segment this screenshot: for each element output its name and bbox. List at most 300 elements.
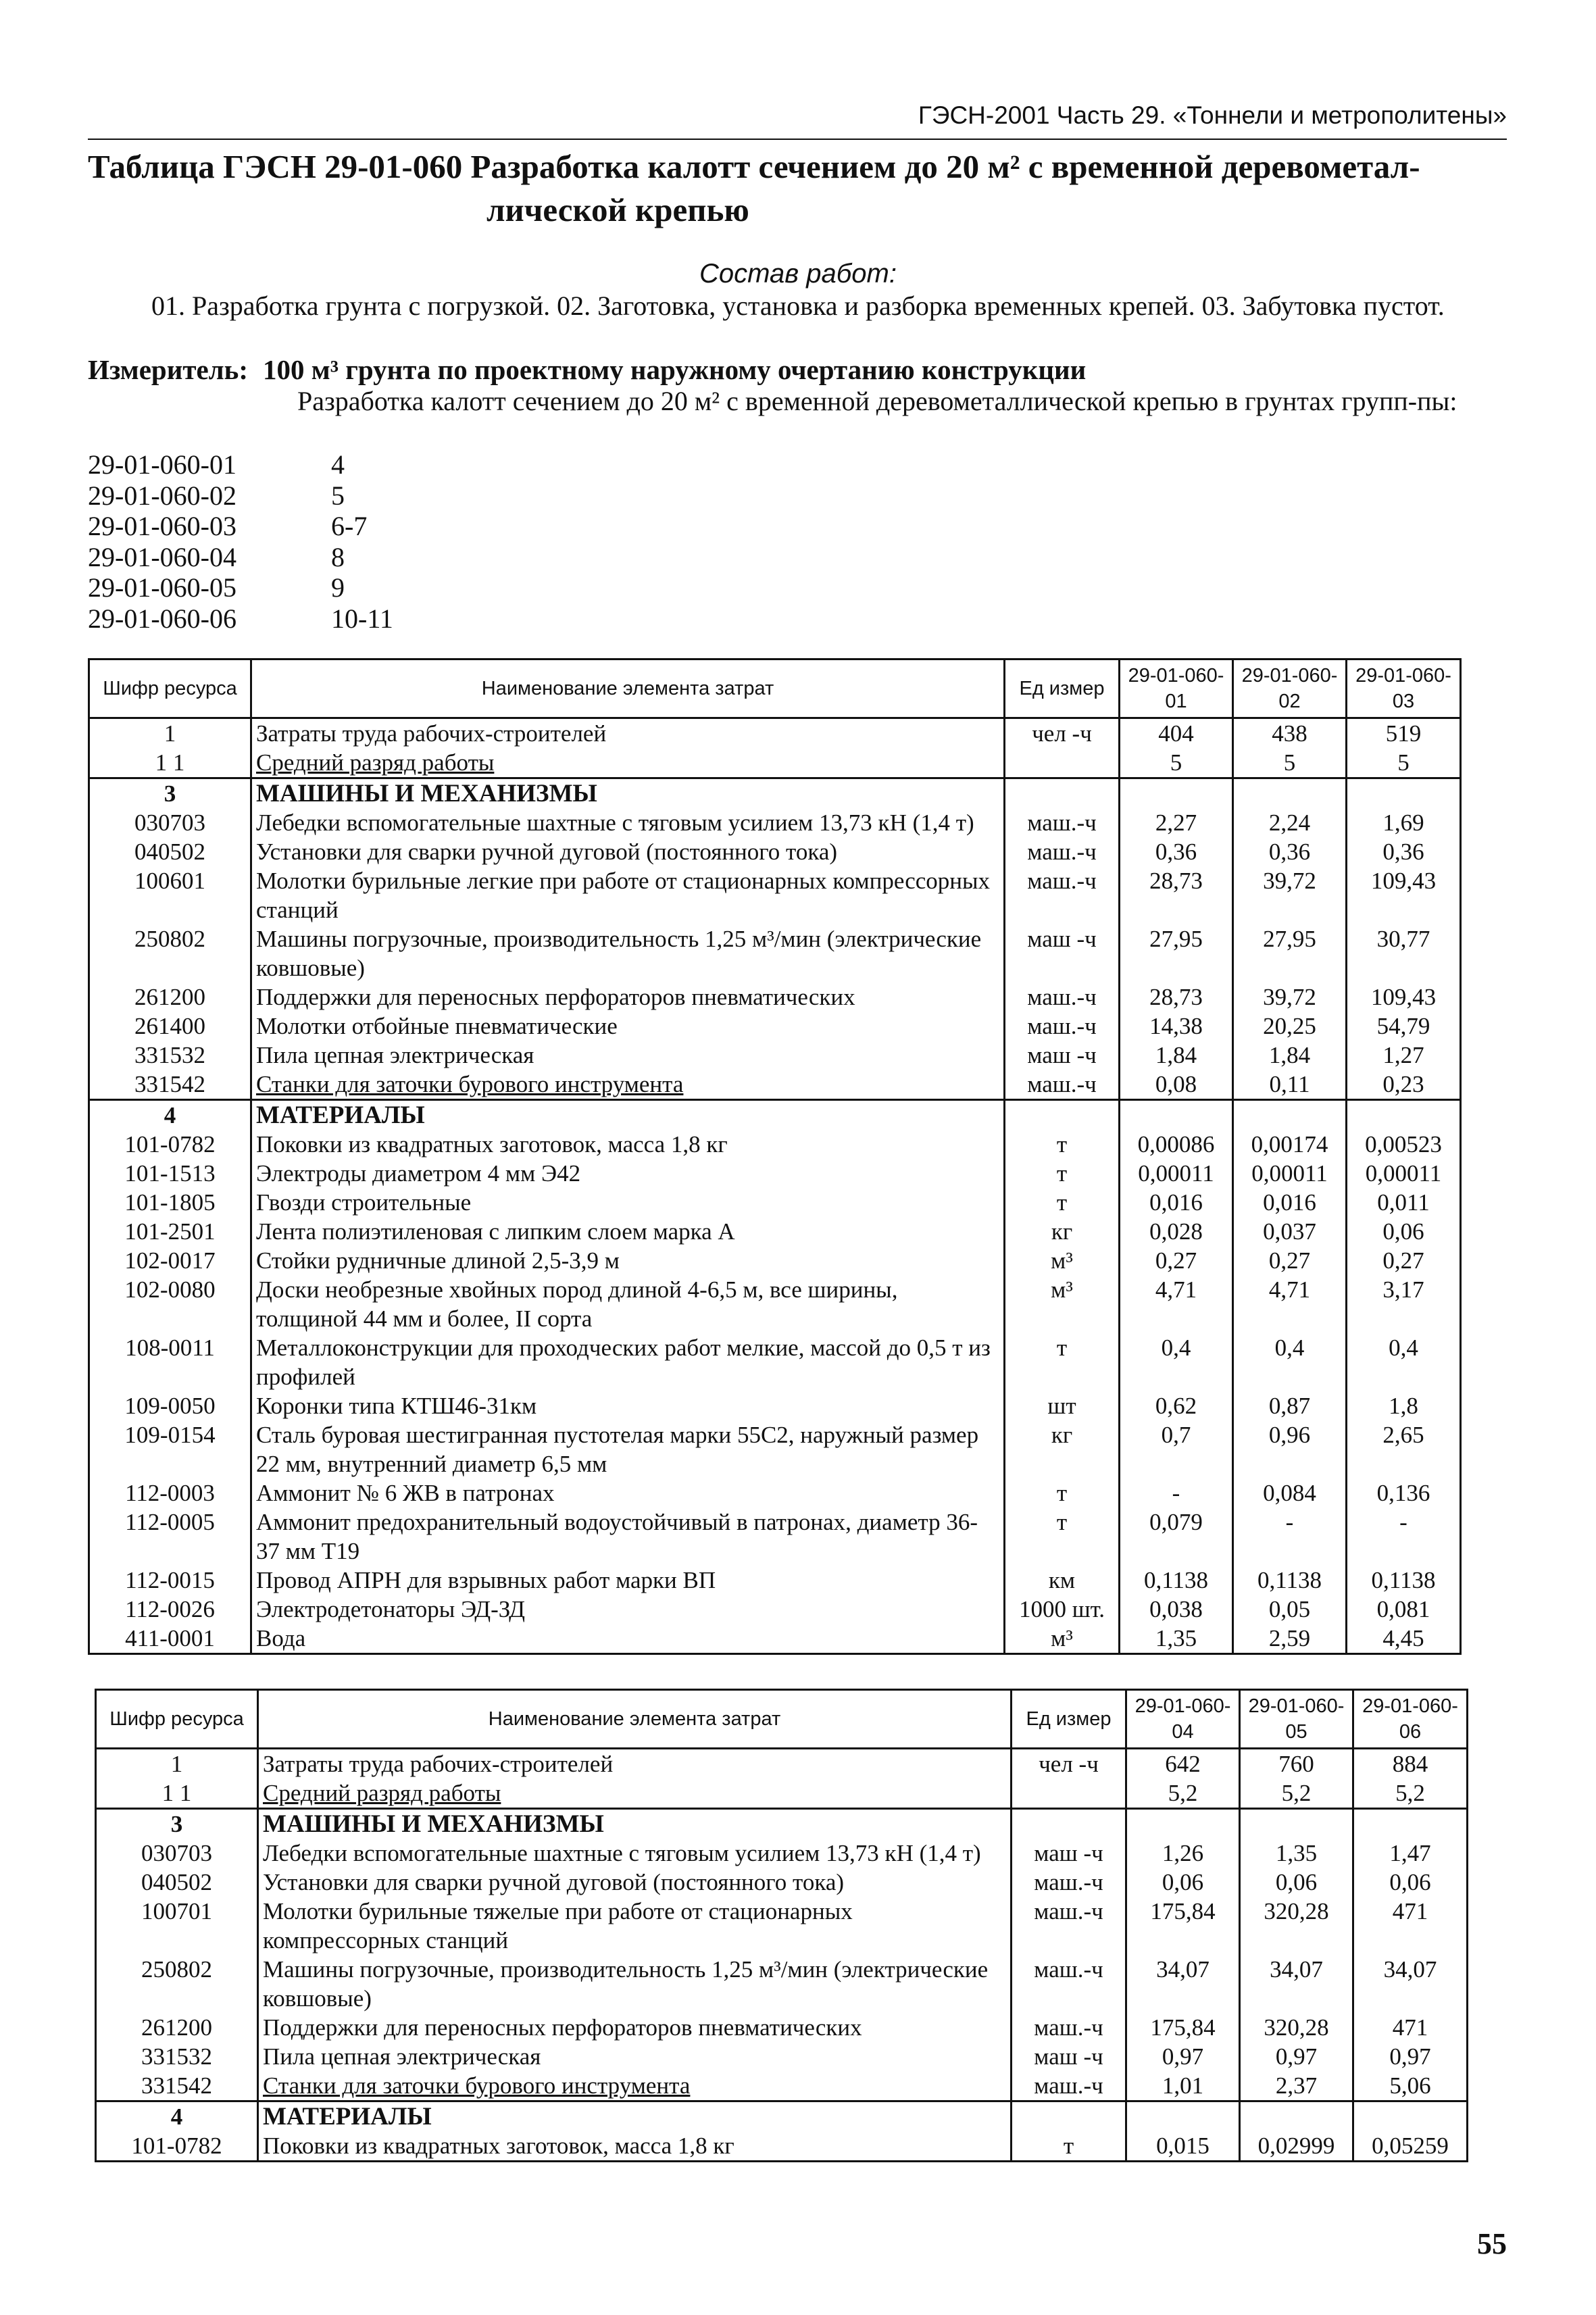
running-head: ГЭСН-2001 Часть 29. «Тоннели и метрополитены» — [918, 101, 1507, 129]
resource-name-cell: МАШИНЫ И МЕХАНИЗМЫ — [251, 778, 1005, 809]
table-row — [89, 748, 1461, 778]
value-cell: 0,1138 — [1120, 1566, 1233, 1595]
value-cell: 109,43 — [1347, 866, 1461, 924]
value-cell: 39,72 — [1233, 982, 1347, 1012]
table-row — [89, 808, 1461, 837]
unit-cell: км — [1005, 1566, 1120, 1595]
value-cell: 175,84 — [1126, 1897, 1240, 1955]
title-line-1: Таблица ГЭСН 29-01-060 Разработка калотт сечением до 20 м² с временной деревометал- — [88, 148, 1420, 185]
resource-code-cell: 261400 — [89, 1012, 251, 1041]
value-cell: 0,97 — [1240, 2042, 1353, 2071]
unit-cell — [1005, 748, 1120, 778]
unit-cell: маш.-ч — [1005, 1012, 1120, 1041]
resource-name-cell: Гвозди строительные — [251, 1188, 1005, 1217]
resource-name-cell: Сталь буровая шестигранная пустотелая марки 55С2, наружный размер 22 мм, внутренний диаметр 6,5 мм — [251, 1420, 1005, 1478]
value-cell: 1,35 — [1240, 1839, 1353, 1868]
value-cell — [1126, 2101, 1240, 2132]
unit-cell — [1012, 1778, 1126, 1809]
table-row — [89, 866, 1461, 924]
value-cell: 0,037 — [1233, 1217, 1347, 1246]
value-cell — [1126, 1809, 1240, 1839]
unit-cell: м³ — [1005, 1624, 1120, 1654]
value-cell: 404 — [1120, 718, 1233, 749]
variant-group: 4 — [331, 449, 345, 480]
value-cell — [1233, 778, 1347, 809]
table-row — [89, 924, 1461, 982]
unit-cell: чел -ч — [1005, 718, 1120, 749]
value-cell: 0,1138 — [1233, 1566, 1347, 1595]
resource-name-cell: Коронки типа КТШ46-31км — [251, 1391, 1005, 1420]
table-row — [89, 1130, 1461, 1159]
header-cell: Шифр ресурса — [96, 1690, 258, 1749]
measure-unit: 100 м³ грунта по проектному наружному очертанию конструкции — [263, 354, 1087, 385]
variant-code: 29-01-060-02 — [88, 480, 236, 511]
unit-cell: т — [1005, 1478, 1120, 1508]
unit-cell: т — [1012, 2131, 1126, 2162]
value-cell: 0,06 — [1353, 1868, 1468, 1897]
resource-code-cell: 261200 — [89, 982, 251, 1012]
table-row — [89, 778, 1461, 809]
value-cell: 4,71 — [1233, 1275, 1347, 1333]
table-row — [89, 1070, 1461, 1100]
value-cell: 0,011 — [1347, 1188, 1461, 1217]
table-row — [89, 1624, 1461, 1654]
unit-cell: маш.-ч — [1005, 866, 1120, 924]
resource-code-cell: 112-0026 — [89, 1595, 251, 1624]
value-cell: 30,77 — [1347, 924, 1461, 982]
unit-cell: м³ — [1005, 1275, 1120, 1333]
value-cell: 0,00011 — [1233, 1159, 1347, 1188]
header-rule — [88, 139, 1507, 140]
unit-cell: маш.-ч — [1005, 808, 1120, 837]
value-cell: 0,23 — [1347, 1070, 1461, 1100]
header-cell: 29-01-060-02 — [1233, 659, 1347, 718]
value-cell — [1347, 778, 1461, 809]
variant-code: 29-01-060-01 — [88, 449, 236, 480]
resource-code-cell: 250802 — [96, 1955, 258, 2013]
resource-name-cell: Лебедки вспомогательные шахтные с тяговым усилием 13,73 кН (1,4 т) — [258, 1839, 1012, 1868]
measure-label: Измеритель: — [88, 354, 249, 385]
variant-group: 6-7 — [331, 511, 368, 541]
value-cell: 0,08 — [1120, 1070, 1233, 1100]
value-cell: 0,06 — [1126, 1868, 1240, 1897]
variant-group: 5 — [331, 480, 345, 511]
resource-code-cell: 4 — [89, 1100, 251, 1130]
resource-name-cell: Молотки бурильные тяжелые при работе от стационарных компрессорных станций — [258, 1897, 1012, 1955]
value-cell: 1,47 — [1353, 1839, 1468, 1868]
value-cell: 1,84 — [1120, 1041, 1233, 1070]
table-header-row — [89, 659, 1461, 718]
value-cell — [1120, 778, 1233, 809]
page-number: 55 — [1477, 2227, 1507, 2260]
resource-name-cell: МАШИНЫ И МЕХАНИЗМЫ — [258, 1809, 1012, 1839]
resource-code-cell: 411-0001 — [89, 1624, 251, 1654]
value-cell: 2,59 — [1233, 1624, 1347, 1654]
resource-name-cell: Пила цепная электрическая — [251, 1041, 1005, 1070]
value-cell: 0,015 — [1126, 2131, 1240, 2162]
value-cell: 2,65 — [1347, 1420, 1461, 1478]
table-row — [96, 2101, 1468, 2132]
resource-code-cell: 100601 — [89, 866, 251, 924]
value-cell: 1,27 — [1347, 1041, 1461, 1070]
resource-name-cell: Электродетонаторы ЭД-ЗД — [251, 1595, 1005, 1624]
resource-name-cell: Металлоконструкции для проходческих работ мелкие, массой до 0,5 т из профилей — [251, 1333, 1005, 1391]
value-cell: 27,95 — [1233, 924, 1347, 982]
value-cell: 1,8 — [1347, 1391, 1461, 1420]
value-cell — [1353, 2101, 1468, 2132]
value-cell — [1353, 1809, 1468, 1839]
resource-name-cell: Провод АПРН для взрывных работ марки ВП — [251, 1566, 1005, 1595]
header-cell: Наименование элемента затрат — [258, 1690, 1012, 1749]
value-cell: 5 — [1233, 748, 1347, 778]
composition-text: 01. Разработка грунта с погрузкой. 02. Заготовка, установка и разборка временных крепей. 03. Забутовка пустот. — [151, 291, 1445, 321]
value-cell: 0,00174 — [1233, 1130, 1347, 1159]
value-cell: 4,71 — [1120, 1275, 1233, 1333]
resource-code-cell: 331542 — [89, 1070, 251, 1100]
value-cell: 760 — [1240, 1749, 1353, 1779]
variant-list — [88, 449, 393, 634]
unit-cell: маш.-ч — [1012, 2071, 1126, 2101]
value-cell: 471 — [1353, 2013, 1468, 2042]
value-cell: 471 — [1353, 1897, 1468, 1955]
table-row — [89, 718, 1461, 749]
value-cell: 1,35 — [1120, 1624, 1233, 1654]
unit-cell: маш.-ч — [1012, 1868, 1126, 1897]
unit-cell: маш.-ч — [1012, 2013, 1126, 2042]
resource-code-cell: 1 — [89, 718, 251, 749]
unit-cell: маш -ч — [1005, 924, 1120, 982]
resource-code-cell: 1 1 — [96, 1778, 258, 1809]
value-cell: 0,028 — [1120, 1217, 1233, 1246]
table-row — [89, 982, 1461, 1012]
resource-code-cell: 261200 — [96, 2013, 258, 2042]
resource-name-cell: Станки для заточки бурового инструмента — [258, 2071, 1012, 2101]
table-row — [89, 1100, 1461, 1130]
table-row — [89, 1391, 1461, 1420]
value-cell: 884 — [1353, 1749, 1468, 1779]
value-cell: 0,36 — [1233, 837, 1347, 866]
value-cell: 0,11 — [1233, 1070, 1347, 1100]
resource-name-cell: Установки для сварки ручной дуговой (постоянного тока) — [258, 1868, 1012, 1897]
value-cell: 0,05259 — [1353, 2131, 1468, 2162]
resource-code-cell: 112-0005 — [89, 1508, 251, 1566]
value-cell: 0,081 — [1347, 1595, 1461, 1624]
resource-code-cell: 331542 — [96, 2071, 258, 2101]
value-cell: - — [1347, 1508, 1461, 1566]
header-cell: Ед измер — [1012, 1690, 1126, 1749]
resource-name-cell: Лебедки вспомогательные шахтные с тяговым усилием 13,73 кН (1,4 т) — [251, 808, 1005, 837]
composition-heading: Состав работ: — [699, 259, 897, 289]
value-cell: 519 — [1347, 718, 1461, 749]
resource-code-cell: 331532 — [96, 2042, 258, 2071]
resource-name-cell: Установки для сварки ручной дуговой (постоянного тока) — [251, 837, 1005, 866]
table-row — [89, 1508, 1461, 1566]
value-cell: 3,17 — [1347, 1275, 1461, 1333]
resource-table-2 — [95, 1689, 1468, 2162]
resource-name-cell: МАТЕРИАЛЫ — [251, 1100, 1005, 1130]
value-cell — [1347, 1100, 1461, 1130]
resource-code-cell: 101-2501 — [89, 1217, 251, 1246]
unit-cell — [1005, 778, 1120, 809]
value-cell: 20,25 — [1233, 1012, 1347, 1041]
resource-name-cell: Молотки бурильные легкие при работе от стационарных компрессорных станций — [251, 866, 1005, 924]
resource-code-cell: 109-0050 — [89, 1391, 251, 1420]
resource-code-cell: 112-0015 — [89, 1566, 251, 1595]
variant-code: 29-01-060-04 — [88, 541, 236, 572]
value-cell: - — [1120, 1478, 1233, 1508]
table-row — [96, 1868, 1468, 1897]
table-row — [89, 1595, 1461, 1624]
value-cell — [1240, 2101, 1353, 2132]
variant-code: 29-01-060-06 — [88, 603, 236, 634]
unit-cell — [1012, 2101, 1126, 2132]
resource-code-cell: 040502 — [89, 837, 251, 866]
resource-code-cell: 4 — [96, 2101, 258, 2132]
value-cell: 14,38 — [1120, 1012, 1233, 1041]
unit-cell: маш.-ч — [1005, 982, 1120, 1012]
resource-code-cell: 030703 — [89, 808, 251, 837]
unit-cell: кг — [1005, 1420, 1120, 1478]
variant-item — [88, 511, 393, 542]
variant-code: 29-01-060-03 — [88, 511, 236, 541]
value-cell: 34,07 — [1240, 1955, 1353, 2013]
table-row — [96, 1897, 1468, 1955]
variant-item — [88, 572, 393, 603]
value-cell: 2,37 — [1240, 2071, 1353, 2101]
value-cell: 0,079 — [1120, 1508, 1233, 1566]
resource-code-cell: 100701 — [96, 1897, 258, 1955]
unit-cell: маш.-ч — [1005, 1070, 1120, 1100]
resource-name-cell: Поддержки для переносных перфораторов пневматических — [251, 982, 1005, 1012]
value-cell — [1240, 1809, 1353, 1839]
value-cell: 1,01 — [1126, 2071, 1240, 2101]
value-cell — [1233, 1100, 1347, 1130]
value-cell: 0,27 — [1233, 1246, 1347, 1275]
header-cell: 29-01-060-01 — [1120, 659, 1233, 718]
resource-name-cell: Затраты труда рабочих-строителей — [258, 1749, 1012, 1779]
value-cell: 0,084 — [1233, 1478, 1347, 1508]
table-row — [89, 1478, 1461, 1508]
resource-code-cell: 112-0003 — [89, 1478, 251, 1508]
table-row — [89, 837, 1461, 866]
resource-code-cell: 030703 — [96, 1839, 258, 1868]
value-cell: 0,00086 — [1120, 1130, 1233, 1159]
resource-code-cell: 250802 — [89, 924, 251, 982]
table-row — [89, 1246, 1461, 1275]
header-cell: 29-01-060-03 — [1347, 659, 1461, 718]
variant-group: 9 — [331, 572, 345, 603]
resource-name-cell: Затраты труда рабочих-строителей — [251, 718, 1005, 749]
value-cell: 1,69 — [1347, 808, 1461, 837]
value-cell: 28,73 — [1120, 982, 1233, 1012]
unit-cell: маш.-ч — [1012, 1897, 1126, 1955]
value-cell: 5,2 — [1353, 1778, 1468, 1809]
value-cell: 0,00523 — [1347, 1130, 1461, 1159]
resource-name-cell: Пила цепная электрическая — [258, 2042, 1012, 2071]
value-cell: 0,27 — [1347, 1246, 1461, 1275]
value-cell: 0,36 — [1347, 837, 1461, 866]
value-cell: 0,36 — [1120, 837, 1233, 866]
value-cell: 5 — [1347, 748, 1461, 778]
value-cell: 109,43 — [1347, 982, 1461, 1012]
variant-item — [88, 449, 393, 480]
unit-cell: шт — [1005, 1391, 1120, 1420]
unit-cell: кг — [1005, 1217, 1120, 1246]
unit-cell: маш -ч — [1012, 2042, 1126, 2071]
table-row — [89, 1275, 1461, 1333]
header-cell: 29-01-060-06 — [1353, 1690, 1468, 1749]
value-cell: 34,07 — [1126, 1955, 1240, 2013]
value-cell: 5,2 — [1126, 1778, 1240, 1809]
resource-name-cell: Стойки рудничные длиной 2,5-3,9 м — [251, 1246, 1005, 1275]
value-cell: 0,4 — [1347, 1333, 1461, 1391]
resource-code-cell: 101-1513 — [89, 1159, 251, 1188]
value-cell: 0,97 — [1353, 2042, 1468, 2071]
measure-line — [88, 353, 1086, 386]
unit-cell: т — [1005, 1333, 1120, 1391]
variant-item — [88, 542, 393, 573]
unit-cell: маш.-ч — [1005, 837, 1120, 866]
table-row — [96, 1839, 1468, 1868]
variant-group: 8 — [331, 541, 345, 572]
value-cell: 5 — [1120, 748, 1233, 778]
value-cell: 2,24 — [1233, 808, 1347, 837]
resource-code-cell: 102-0080 — [89, 1275, 251, 1333]
value-cell: 320,28 — [1240, 2013, 1353, 2042]
unit-cell: маш -ч — [1012, 1839, 1126, 1868]
unit-cell: маш -ч — [1005, 1041, 1120, 1070]
table-row — [89, 1566, 1461, 1595]
resource-name-cell: МАТЕРИАЛЫ — [258, 2101, 1012, 2132]
value-cell: 0,06 — [1240, 1868, 1353, 1897]
value-cell: 4,45 — [1347, 1624, 1461, 1654]
value-cell: 0,96 — [1233, 1420, 1347, 1478]
value-cell: 1,26 — [1126, 1839, 1240, 1868]
table-row — [89, 1012, 1461, 1041]
variant-item — [88, 603, 393, 634]
value-cell: 0,05 — [1233, 1595, 1347, 1624]
table-row — [89, 1159, 1461, 1188]
resource-code-cell: 101-0782 — [89, 1130, 251, 1159]
value-cell: 34,07 — [1353, 1955, 1468, 2013]
resource-name-cell: Аммонит № 6 ЖВ в патронах — [251, 1478, 1005, 1508]
value-cell: 642 — [1126, 1749, 1240, 1779]
resource-code-cell: 102-0017 — [89, 1246, 251, 1275]
resource-name-cell: Лента полиэтиленовая с липким слоем марка А — [251, 1217, 1005, 1246]
value-cell: 0,02999 — [1240, 2131, 1353, 2162]
header-cell: 29-01-060-04 — [1126, 1690, 1240, 1749]
resource-name-cell: Молотки отбойные пневматические — [251, 1012, 1005, 1041]
table-row — [96, 2042, 1468, 2071]
resource-code-cell: 040502 — [96, 1868, 258, 1897]
resource-code-cell: 108-0011 — [89, 1333, 251, 1391]
resource-name-cell: Доски необрезные хвойных пород длиной 4-6,5 м, все ширины, толщиной 44 мм и более, II сорта — [251, 1275, 1005, 1333]
value-cell: 0,038 — [1120, 1595, 1233, 1624]
table-row — [96, 2013, 1468, 2042]
value-cell: 0,136 — [1347, 1478, 1461, 1508]
value-cell: 1,84 — [1233, 1041, 1347, 1070]
value-cell: 28,73 — [1120, 866, 1233, 924]
unit-cell — [1012, 1809, 1126, 1839]
value-cell: 5,2 — [1240, 1778, 1353, 1809]
resource-name-cell: Поковки из квадратных заготовок, масса 1,8 кг — [251, 1130, 1005, 1159]
value-cell: 0,06 — [1347, 1217, 1461, 1246]
unit-cell: т — [1005, 1508, 1120, 1566]
header-cell: Шифр ресурса — [89, 659, 251, 718]
value-cell: 0,97 — [1126, 2042, 1240, 2071]
table-row — [89, 1333, 1461, 1391]
value-cell: 0,016 — [1233, 1188, 1347, 1217]
value-cell: 0,00011 — [1347, 1159, 1461, 1188]
unit-cell: м³ — [1005, 1246, 1120, 1275]
value-cell: 175,84 — [1126, 2013, 1240, 2042]
resource-name-cell: Поддержки для переносных перфораторов пневматических — [258, 2013, 1012, 2042]
resource-name-cell: Электроды диаметром 4 мм Э42 — [251, 1159, 1005, 1188]
header-cell: Ед измер — [1005, 659, 1120, 718]
resource-name-cell: Средний разряд работы — [258, 1778, 1012, 1809]
resource-code-cell: 3 — [89, 778, 251, 809]
unit-cell: маш.-ч — [1012, 1955, 1126, 2013]
value-cell: - — [1233, 1508, 1347, 1566]
value-cell: 5,06 — [1353, 2071, 1468, 2101]
table-header-row — [96, 1690, 1468, 1749]
table-row — [89, 1217, 1461, 1246]
table-row — [96, 1809, 1468, 1839]
unit-cell: т — [1005, 1159, 1120, 1188]
table-row — [96, 1778, 1468, 1809]
value-cell: 0,27 — [1120, 1246, 1233, 1275]
unit-cell: т — [1005, 1188, 1120, 1217]
variant-group: 10-11 — [331, 603, 393, 634]
resource-code-cell: 3 — [96, 1809, 258, 1839]
resource-code-cell: 101-0782 — [96, 2131, 258, 2162]
resource-code-cell: 101-1805 — [89, 1188, 251, 1217]
resource-code-cell: 1 1 — [89, 748, 251, 778]
resource-name-cell: Вода — [251, 1624, 1005, 1654]
table-row — [96, 1955, 1468, 2013]
value-cell: 320,28 — [1240, 1897, 1353, 1955]
resource-name-cell: Машины погрузочные, производительность 1,25 м³/мин (электрические ковшовые) — [251, 924, 1005, 982]
value-cell: 39,72 — [1233, 866, 1347, 924]
resource-code-cell: 331532 — [89, 1041, 251, 1070]
value-cell: 0,62 — [1120, 1391, 1233, 1420]
table-row — [96, 2071, 1468, 2101]
header-cell: Наименование элемента затрат — [251, 659, 1005, 718]
unit-cell — [1005, 1100, 1120, 1130]
value-cell — [1120, 1100, 1233, 1130]
unit-cell: 1000 шт. — [1005, 1595, 1120, 1624]
variant-description: Разработка калотт сечением до 20 м² с временной деревометаллической крепью в грунтах групп-пы: — [297, 386, 1457, 416]
table-row — [96, 2131, 1468, 2162]
value-cell: 0,016 — [1120, 1188, 1233, 1217]
resource-code-cell: 1 — [96, 1749, 258, 1779]
value-cell: 0,87 — [1233, 1391, 1347, 1420]
unit-cell: чел -ч — [1012, 1749, 1126, 1779]
resource-name-cell: Станки для заточки бурового инструмента — [251, 1070, 1005, 1100]
header-cell: 29-01-060-05 — [1240, 1690, 1353, 1749]
title-line-2: лической крепью — [487, 191, 749, 228]
value-cell: 0,4 — [1120, 1333, 1233, 1391]
value-cell: 2,27 — [1120, 808, 1233, 837]
value-cell: 438 — [1233, 718, 1347, 749]
resource-name-cell: Средний разряд работы — [251, 748, 1005, 778]
resource-name-cell: Поковки из квадратных заготовок, масса 1,8 кг — [258, 2131, 1012, 2162]
table-row — [89, 1188, 1461, 1217]
variant-item — [88, 480, 393, 512]
value-cell: 54,79 — [1347, 1012, 1461, 1041]
value-cell: 27,95 — [1120, 924, 1233, 982]
resource-table-1 — [88, 658, 1462, 1655]
